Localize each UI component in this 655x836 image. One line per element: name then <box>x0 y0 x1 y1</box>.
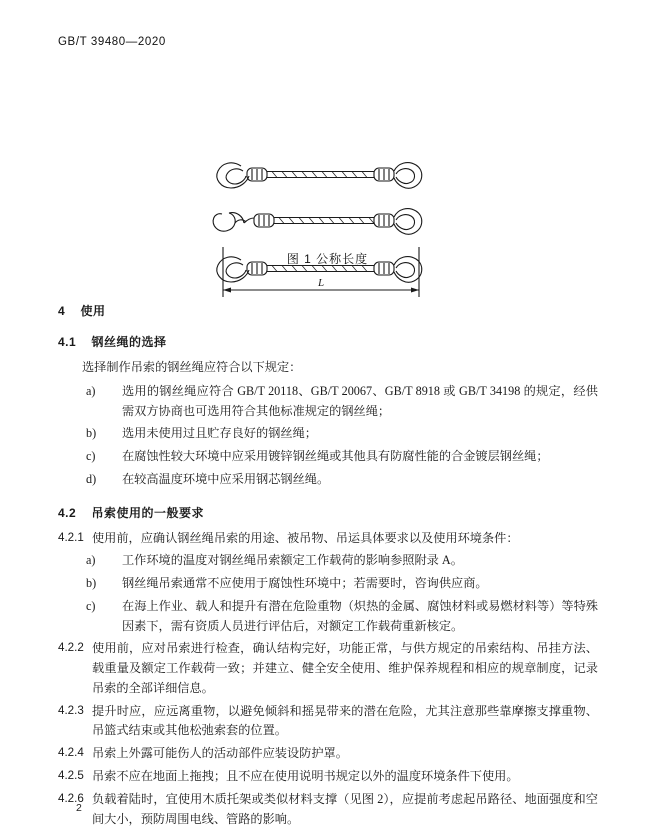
document-body <box>58 288 598 832</box>
clause-number: 4.2.4 <box>58 746 84 760</box>
clause-number: 4.2.5 <box>58 769 84 783</box>
heading-clause-4 <box>58 302 598 319</box>
clause-number: 4.2.2 <box>58 641 84 655</box>
clause-number: 4.2.6 <box>58 791 84 805</box>
clause-entry <box>58 529 598 549</box>
list-item <box>58 470 598 490</box>
dimension-label: L <box>317 277 325 289</box>
clause-text: 提升时应，应远离重物，以避免倾斜和摇晃带来的潜在危险，尤其注意那些靠摩擦支撑重物、吊篮式结束或其他松弛索套的位置。 <box>92 703 598 738</box>
list-item <box>58 574 598 594</box>
list-marker: c) <box>86 598 96 613</box>
clause-4-2-number: 4.2 <box>58 505 77 520</box>
list-marker: a) <box>86 553 96 568</box>
clause-4-1-title: 钢丝绳的选择 <box>91 335 167 349</box>
list-marker: d) <box>86 471 97 486</box>
list-text: 在较高温度环境中应采用钢芯钢丝绳。 <box>122 471 330 486</box>
clause-text: 吊索不应在地面上拖拽；且不应在使用说明书规定以外的温度环境条件下使用。 <box>92 769 519 784</box>
heading-clause-4-2 <box>58 504 598 521</box>
clause-entry <box>58 744 598 764</box>
list-text: 在海上作业、载人和提升有潜在危险重物（炽热的金属、腐蚀材料或易燃材料等）等特殊因素下，需有资质人员进行评估后，对额定工作载荷重新核定。 <box>122 598 598 633</box>
clause-text: 吊索上外露可能伤人的活动部件应装设防护罩。 <box>92 746 348 761</box>
list-item <box>58 597 598 637</box>
list-text: 钢丝绳吊索通常不应使用于腐蚀性环境中；若需要时，咨询供应商。 <box>122 576 488 591</box>
list-text: 在腐蚀性较大环境中应采用镀锌钢丝绳或其他具有防腐性能的合金镀层钢丝绳； <box>122 449 549 464</box>
page-number: 2 <box>76 802 82 814</box>
clause-text: 负载着陆时，宜使用木质托架或类似材料支撑（见图 2），应提前考虑起吊路径、地面强度和空间大小，预防周围电线、管路的影响。 <box>92 791 598 826</box>
clause-entry <box>58 790 598 830</box>
clause-number: 4.2.1 <box>58 530 84 544</box>
clause-entry <box>58 639 598 698</box>
list-item <box>58 551 598 571</box>
clause-entry <box>58 767 598 787</box>
clause-4-number: 4 <box>58 304 66 318</box>
list-text: 选用未使用过且贮存良好的钢丝绳； <box>122 426 317 441</box>
list-text: 工作环境的温度对钢丝绳吊索额定工作载荷的影响参照附录 A。 <box>122 553 463 568</box>
clause-4-2-title: 吊索使用的一般要求 <box>91 505 205 520</box>
list-marker: b) <box>86 426 97 441</box>
clause-number: 4.2.3 <box>58 703 84 717</box>
list-item <box>58 424 598 444</box>
list-text: 选用的钢丝绳应符合 GB/T 20118、GB/T 20067、GB/T 8918 或 GB/T 34198 的规定，经供需双方协商也可选用符合其他标准规定的钢丝绳； <box>122 383 598 418</box>
standard-code-header: GB/T 39480—2020 <box>58 36 166 48</box>
list-item <box>58 382 598 422</box>
list-marker: c) <box>86 449 96 464</box>
list-marker: b) <box>86 576 97 591</box>
sling-middle <box>213 209 422 235</box>
figure-caption: 图 1 公称长度 <box>286 252 369 266</box>
heading-clause-4-1 <box>58 333 598 350</box>
list-marker: a) <box>86 383 96 398</box>
clause-text: 使用前，应对吊索进行检查，确认结构完好，功能正常，与供方规定的吊索结构、吊挂方法、载重量及额定工作载荷一致；并建立、健全安全使用、维护保养规程和相应的规章制度，记录吊索的全部详细信息。 <box>92 641 598 695</box>
clause-text: 使用前，应确认钢丝绳吊索的用途、被吊物、吊运具体要求以及使用环境条件： <box>92 530 519 545</box>
sling-top <box>217 163 422 189</box>
list-item <box>58 447 598 467</box>
clause-4-1-number: 4.1 <box>58 335 77 349</box>
clause-4-1-lead: 选择制作吊索的钢丝绳应符合以下规定： <box>82 360 302 374</box>
clause-4-title: 使用 <box>80 304 106 318</box>
clause-entry <box>58 702 598 742</box>
